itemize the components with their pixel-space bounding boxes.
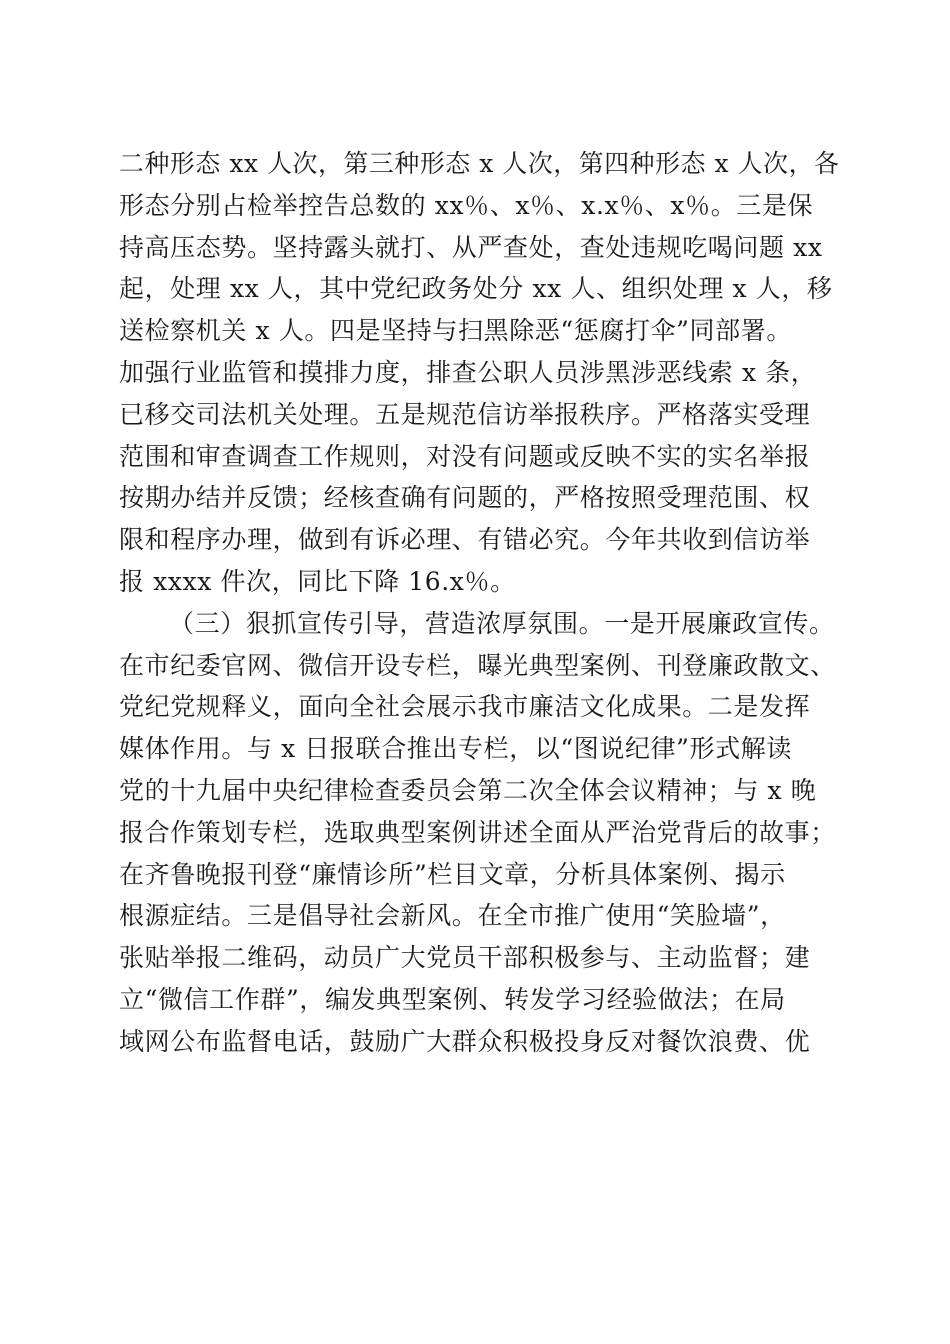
text-line: 已移交司法机关处理。五是规范信访举报秩序。严格落实受理 bbox=[119, 399, 811, 429]
section-heading-line: （三）狠抓宣传引导，营造浓厚氛围。一是开展廉政宣传。 bbox=[169, 608, 835, 638]
text-line: 加强行业监管和摸排力度，排查公职人员涉黑涉恶线索 x 条， bbox=[119, 357, 817, 387]
text-line: 立“微信工作群”，编发典型案例、转发学习经验做法；在局 bbox=[119, 984, 786, 1014]
text-line: 起，处理 xx 人，其中党纪政务处分 xx 人、组织处理 x 人，移 bbox=[119, 274, 833, 304]
text-line: 媒体作用。与 x 日报联合推出专栏，以“图说纪律”形式解读 bbox=[119, 734, 792, 764]
text-line: 域网公布监督电话，鼓励广大群众积极投身反对餐饮浪费、优 bbox=[119, 1026, 811, 1056]
text-line: 根源症结。三是倡导社会新风。在全市推广使用“笑脸墙”， bbox=[119, 901, 786, 931]
text-line: 按期办结并反馈；经核查确有问题的，严格按照受理范围、权 bbox=[119, 483, 811, 513]
text-line: 党的十九届中央纪律检查委员会第二次全体会议精神；与 x 晚 bbox=[119, 775, 817, 805]
text-line: 送检察机关 x 人。四是坚持与扫黑除恶“惩腐打伞”同部署。 bbox=[119, 316, 792, 346]
text-line: 在齐鲁晚报刊登“廉情诊所”栏目文章，分析具体案例、揭示 bbox=[119, 859, 786, 889]
text-line: 二种形态 xx 人次，第三种形态 x 人次，第四种形态 x 人次，各 bbox=[119, 149, 840, 178]
text-line: 在市纪委官网、微信开设专栏，曝光典型案例、刊登廉政散文、 bbox=[119, 650, 836, 680]
text-line: 报合作策划专栏，选取典型案例讲述全面从严治党背后的故事； bbox=[119, 817, 836, 847]
text-line: 党纪党规释义，面向全社会展示我市廉洁文化成果。二是发挥 bbox=[119, 692, 811, 722]
text-line: 持高压态势。坚持露头就打、从严查处，查处违规吃喝问题 xx bbox=[119, 232, 823, 262]
body-text bbox=[119, 143, 839, 1063]
text-line: 形态分别占检举控告总数的 xx％、x％、x.x％、x％。三是保 bbox=[119, 190, 814, 220]
text-line: 范围和审查调查工作规则，对没有问题或反映不实的实名举报 bbox=[119, 441, 811, 471]
text-line: 限和程序办理，做到有诉必理、有错必究。今年共收到信访举 bbox=[119, 525, 811, 555]
text-line: 报 xxxx 件次，同比下降 16.x％。 bbox=[119, 566, 516, 596]
text-line: 张贴举报二维码，动员广大党员干部积极参与、主动监督；建 bbox=[119, 943, 811, 973]
